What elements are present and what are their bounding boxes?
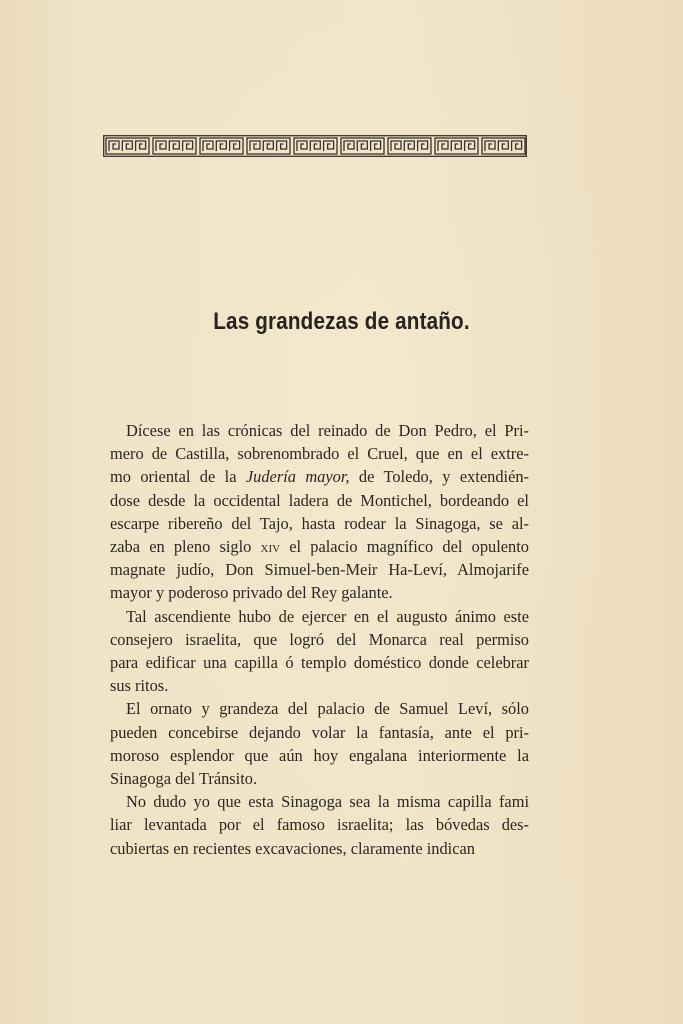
meander-unit <box>247 138 290 154</box>
text-line: mo oriental de la Judería mayor, de Toledo, y extendién- <box>110 467 529 487</box>
greek-key-ornament <box>103 135 527 157</box>
text-line: mero de Castilla, sobrenombrado el Cruel, que en el extre- <box>110 444 529 464</box>
text-line: dose desde la occidental ladera de Montichel, bordeando el <box>110 490 529 510</box>
text-line: para edificar una capilla ó templo doméstico donde celebrar <box>110 653 529 673</box>
chapter-title: Las grandezas de antaño. <box>213 308 470 335</box>
meander-unit <box>482 138 525 154</box>
text-line: El ornato y grandeza del palacio de Samuel Leví, sólo <box>126 699 529 719</box>
meander-unit <box>153 138 196 154</box>
paragraph <box>110 697 529 790</box>
text-line: Dícese en las crónicas del reinado de Don Pedro, el Pri- <box>126 421 529 440</box>
text-line: sus ritos. <box>110 676 169 696</box>
meander-unit <box>341 138 384 154</box>
text-line: cubiertas en recientes excavaciones, claramente indican <box>110 838 475 858</box>
paragraph <box>110 419 529 605</box>
text-line: moroso esplendor que aún hoy engalana interiormente la <box>110 745 529 765</box>
text-line: No dudo yo que esta Sinagoga sea la misma capilla fami <box>126 792 529 812</box>
text-line: consejero israelita, que logró del Monarca real permiso <box>110 629 529 649</box>
paragraph <box>110 790 529 860</box>
meander-unit <box>106 138 149 154</box>
body-text <box>110 419 529 860</box>
meander-unit <box>294 138 337 154</box>
text-line: escarpe ribereño del Tajo, hasta rodear la Sinagoga, se al- <box>110 513 529 533</box>
ornament-frame <box>104 136 527 157</box>
meander-unit <box>388 138 431 154</box>
text-line: zaba en pleno siglo xiv el palacio magnífico del opulento <box>110 537 529 557</box>
meander-unit <box>200 138 243 154</box>
text-line: Sinagoga del Tránsito. <box>110 769 258 789</box>
text-line: pueden concebirse dejando volar la fantasía, ante el pri- <box>110 722 529 742</box>
text-line: Tal ascendiente hubo de ejercer en el augusto ánimo este <box>126 606 529 626</box>
text-line: liar levantada por el famoso israelita; las bóvedas des- <box>110 815 529 835</box>
text-line: magnate judío, Don Simuel-ben-Meir Ha-Leví, Almojarife <box>110 560 529 580</box>
meander-unit <box>435 138 478 154</box>
paragraph <box>110 605 529 698</box>
text-line: mayor y poderoso privado del Rey galante. <box>110 583 393 603</box>
